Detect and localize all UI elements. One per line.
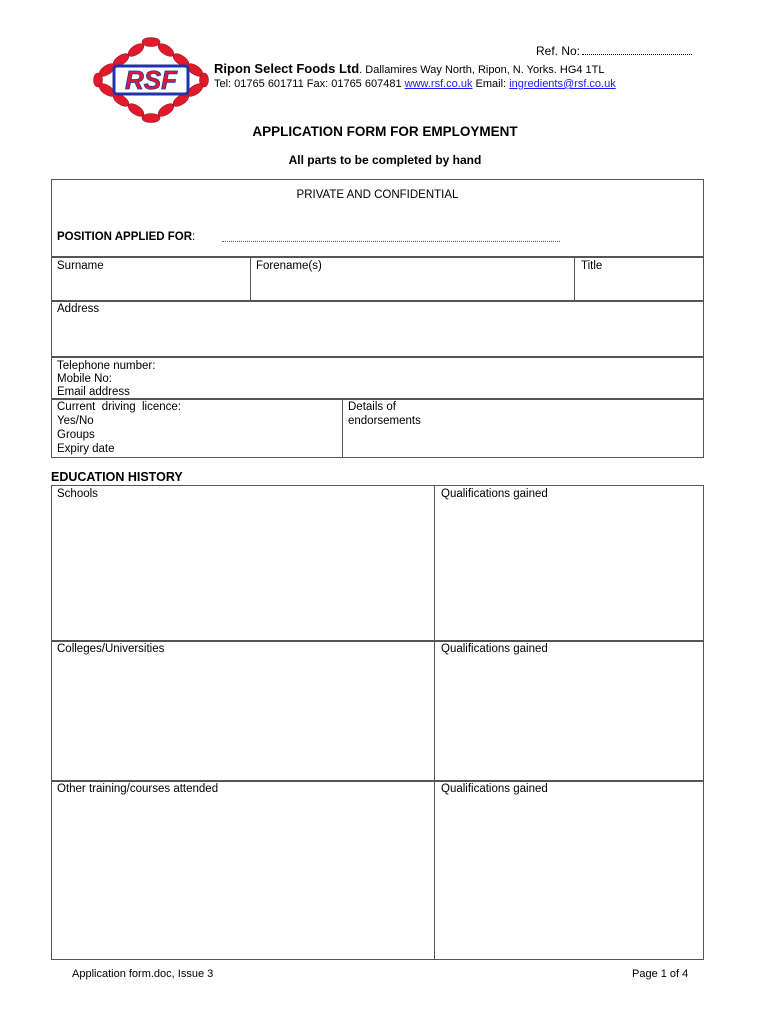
other-training-label: Other training/courses attended: [57, 783, 219, 795]
ref-number-field[interactable]: [536, 44, 692, 58]
website-link[interactable]: www.rsf.co.uk: [404, 78, 473, 90]
schools-qualifications-label: Qualifications gained: [441, 488, 548, 500]
telephone-label: Telephone number:: [57, 360, 156, 372]
logo-text: RSF: [125, 65, 177, 95]
endorsements-label-1: Details of: [348, 401, 396, 413]
yes-no-label: Yes/No: [57, 415, 94, 427]
title-label: Title: [581, 260, 603, 272]
ref-blank[interactable]: [582, 44, 692, 55]
groups-label: Groups: [57, 429, 95, 441]
email-label: Email address: [57, 386, 130, 398]
schools-label: Schools: [57, 488, 98, 500]
address-cell[interactable]: [51, 300, 704, 358]
colleges-qualifications-cell[interactable]: [434, 640, 704, 782]
footer-doc-name: Application form.doc, Issue 3: [72, 968, 214, 980]
company-line: [214, 61, 605, 76]
contact-prefix: Tel: 01765 601711 Fax: 01765 607481: [214, 78, 405, 90]
ref-label: Ref. No:: [536, 44, 581, 58]
expiry-label: Expiry date: [57, 443, 115, 455]
address-label: Address: [57, 303, 100, 315]
surname-label: Surname: [57, 260, 104, 272]
schools-cell[interactable]: [51, 485, 435, 642]
other-training-cell[interactable]: [51, 780, 435, 960]
position-label: POSITION APPLIED FOR:: [57, 231, 196, 243]
mobile-label: Mobile No:: [57, 373, 112, 385]
form-title: APPLICATION FORM FOR EMPLOYMENT: [252, 124, 518, 139]
footer-page-number: Page 1 of 4: [632, 968, 689, 980]
email-link[interactable]: ingredients@rsf.co.uk: [509, 78, 616, 90]
position-input[interactable]: [222, 241, 560, 242]
colleges-cell[interactable]: [51, 640, 435, 782]
driving-licence-label: Current driving licence:: [57, 401, 181, 413]
contact-line: [214, 78, 616, 90]
email-prefix: Email:: [472, 78, 510, 90]
company-address: . Dallamires Way North, Ripon, N. Yorks. HG4 1TL: [359, 64, 605, 76]
colleges-qualifications-label: Qualifications gained: [441, 643, 548, 655]
colleges-label: Colleges/Universities: [57, 643, 165, 655]
education-heading: EDUCATION HISTORY: [51, 470, 183, 484]
schools-qualifications-cell[interactable]: [434, 485, 704, 642]
other-qualifications-cell[interactable]: [434, 780, 704, 960]
company-name: Ripon Select Foods Ltd: [214, 61, 360, 76]
endorsements-label-2: endorsements: [348, 415, 421, 427]
form-subtitle: All parts to be completed by hand: [288, 153, 482, 167]
other-qualifications-label: Qualifications gained: [441, 783, 548, 795]
confidential-label: PRIVATE AND CONFIDENTIAL: [296, 189, 459, 201]
rsf-logo: [92, 36, 210, 124]
forenames-label: Forename(s): [256, 260, 322, 272]
